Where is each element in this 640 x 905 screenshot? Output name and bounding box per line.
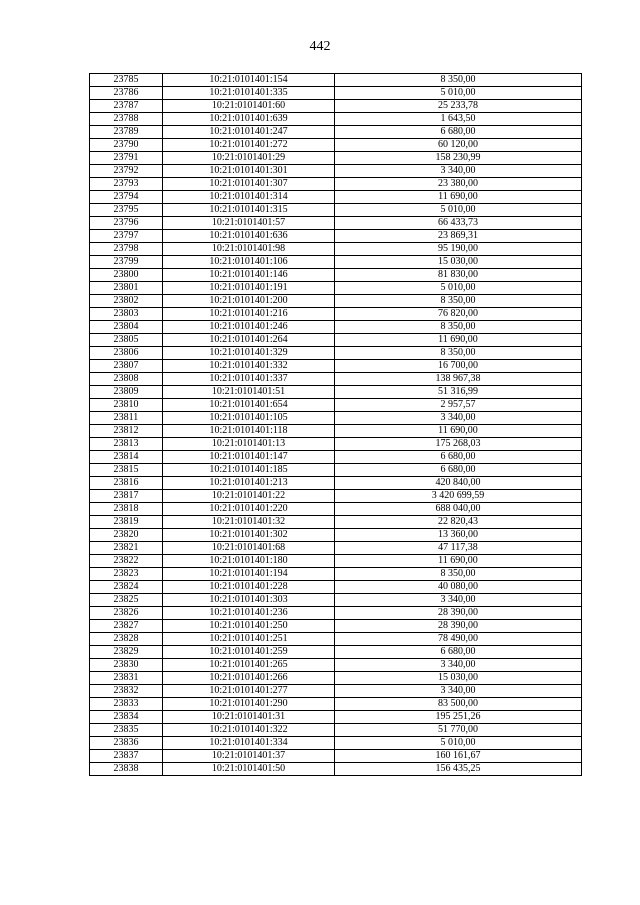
row-number-cell: 23836 [90, 737, 163, 750]
row-number-cell: 23789 [90, 126, 163, 139]
table-row [90, 74, 582, 87]
value-cell: 3 420 699,59 [335, 490, 582, 503]
row-number-cell: 23813 [90, 438, 163, 451]
cadastral-number-cell: 10:21:0101401:315 [163, 204, 335, 217]
row-number-cell: 23826 [90, 607, 163, 620]
row-number-cell: 23833 [90, 698, 163, 711]
table-row [90, 464, 582, 477]
value-cell: 15 030,00 [335, 256, 582, 269]
table-row [90, 334, 582, 347]
value-cell: 5 010,00 [335, 737, 582, 750]
table-row [90, 87, 582, 100]
cadastral-number-cell: 10:21:0101401:277 [163, 685, 335, 698]
cadastral-number-cell: 10:21:0101401:314 [163, 191, 335, 204]
row-number-cell: 23825 [90, 594, 163, 607]
cadastral-number-cell: 10:21:0101401:13 [163, 438, 335, 451]
cadastral-number-cell: 10:21:0101401:266 [163, 672, 335, 685]
table-row [90, 191, 582, 204]
value-cell: 28 390,00 [335, 620, 582, 633]
value-cell: 23 869,31 [335, 230, 582, 243]
table-row [90, 217, 582, 230]
row-number-cell: 23800 [90, 269, 163, 282]
value-cell: 158 230,99 [335, 152, 582, 165]
row-number-cell: 23835 [90, 724, 163, 737]
cadastral-number-cell: 10:21:0101401:259 [163, 646, 335, 659]
cadastral-number-cell: 10:21:0101401:290 [163, 698, 335, 711]
row-number-cell: 23807 [90, 360, 163, 373]
table-row [90, 347, 582, 360]
row-number-cell: 23821 [90, 542, 163, 555]
table-row [90, 295, 582, 308]
row-number-cell: 23827 [90, 620, 163, 633]
value-cell: 22 820,43 [335, 516, 582, 529]
table-row [90, 243, 582, 256]
table-row [90, 685, 582, 698]
row-number-cell: 23822 [90, 555, 163, 568]
cadastral-number-cell: 10:21:0101401:31 [163, 711, 335, 724]
row-number-cell: 23817 [90, 490, 163, 503]
table-row [90, 620, 582, 633]
cadastral-number-cell: 10:21:0101401:251 [163, 633, 335, 646]
table-row [90, 659, 582, 672]
row-number-cell: 23829 [90, 646, 163, 659]
cadastral-number-cell: 10:21:0101401:194 [163, 568, 335, 581]
cadastral-number-cell: 10:21:0101401:60 [163, 100, 335, 113]
table-row [90, 490, 582, 503]
row-number-cell: 23808 [90, 373, 163, 386]
value-cell: 15 030,00 [335, 672, 582, 685]
value-cell: 11 690,00 [335, 425, 582, 438]
table-row [90, 633, 582, 646]
row-number-cell: 23803 [90, 308, 163, 321]
value-cell: 11 690,00 [335, 191, 582, 204]
table-row [90, 282, 582, 295]
table-row [90, 308, 582, 321]
value-cell: 3 340,00 [335, 412, 582, 425]
value-cell: 160 161,67 [335, 750, 582, 763]
row-number-cell: 23793 [90, 178, 163, 191]
table-row [90, 503, 582, 516]
cadastral-number-cell: 10:21:0101401:32 [163, 516, 335, 529]
table-row [90, 399, 582, 412]
row-number-cell: 23832 [90, 685, 163, 698]
row-number-cell: 23816 [90, 477, 163, 490]
table-row [90, 412, 582, 425]
value-cell: 8 350,00 [335, 347, 582, 360]
table-row [90, 230, 582, 243]
row-number-cell: 23798 [90, 243, 163, 256]
cadastral-number-cell: 10:21:0101401:265 [163, 659, 335, 672]
row-number-cell: 23812 [90, 425, 163, 438]
cadastral-number-cell: 10:21:0101401:220 [163, 503, 335, 516]
table-row [90, 386, 582, 399]
cadastral-number-cell: 10:21:0101401:146 [163, 269, 335, 282]
value-cell: 5 010,00 [335, 87, 582, 100]
table-row [90, 438, 582, 451]
cadastral-number-cell: 10:21:0101401:200 [163, 295, 335, 308]
table-row [90, 568, 582, 581]
table-row [90, 373, 582, 386]
value-cell: 688 040,00 [335, 503, 582, 516]
cadastral-number-cell: 10:21:0101401:22 [163, 490, 335, 503]
cadastral-number-cell: 10:21:0101401:154 [163, 74, 335, 87]
value-cell: 138 967,38 [335, 373, 582, 386]
table-row [90, 698, 582, 711]
value-cell: 8 350,00 [335, 295, 582, 308]
table-row [90, 139, 582, 152]
cadastral-number-cell: 10:21:0101401:213 [163, 477, 335, 490]
cadastral-number-cell: 10:21:0101401:106 [163, 256, 335, 269]
table-row [90, 607, 582, 620]
cadastral-number-cell: 10:21:0101401:147 [163, 451, 335, 464]
row-number-cell: 23799 [90, 256, 163, 269]
row-number-cell: 23831 [90, 672, 163, 685]
row-number-cell: 23785 [90, 74, 163, 87]
row-number-cell: 23811 [90, 412, 163, 425]
row-number-cell: 23838 [90, 763, 163, 776]
row-number-cell: 23787 [90, 100, 163, 113]
value-cell: 3 340,00 [335, 165, 582, 178]
row-number-cell: 23802 [90, 295, 163, 308]
row-number-cell: 23834 [90, 711, 163, 724]
table-row [90, 555, 582, 568]
row-number-cell: 23804 [90, 321, 163, 334]
row-number-cell: 23806 [90, 347, 163, 360]
value-cell: 95 190,00 [335, 243, 582, 256]
cadastral-number-cell: 10:21:0101401:98 [163, 243, 335, 256]
table-row [90, 451, 582, 464]
value-cell: 195 251,26 [335, 711, 582, 724]
table-row [90, 529, 582, 542]
table-row [90, 256, 582, 269]
row-number-cell: 23797 [90, 230, 163, 243]
value-cell: 6 680,00 [335, 464, 582, 477]
value-cell: 3 340,00 [335, 685, 582, 698]
value-cell: 11 690,00 [335, 334, 582, 347]
table-row [90, 672, 582, 685]
cadastral-number-cell: 10:21:0101401:180 [163, 555, 335, 568]
table-row [90, 711, 582, 724]
cadastral-number-cell: 10:21:0101401:50 [163, 763, 335, 776]
value-cell: 76 820,00 [335, 308, 582, 321]
row-number-cell: 23786 [90, 87, 163, 100]
row-number-cell: 23788 [90, 113, 163, 126]
value-cell: 23 380,00 [335, 178, 582, 191]
value-cell: 78 490,00 [335, 633, 582, 646]
cadastral-number-cell: 10:21:0101401:236 [163, 607, 335, 620]
cadastral-number-cell: 10:21:0101401:639 [163, 113, 335, 126]
row-number-cell: 23809 [90, 386, 163, 399]
value-cell: 66 433,73 [335, 217, 582, 230]
table-row [90, 542, 582, 555]
value-cell: 51 316,99 [335, 386, 582, 399]
value-cell: 6 680,00 [335, 646, 582, 659]
page-number: 442 [309, 39, 331, 54]
value-cell: 13 360,00 [335, 529, 582, 542]
value-cell: 6 680,00 [335, 126, 582, 139]
cadastral-number-cell: 10:21:0101401:216 [163, 308, 335, 321]
row-number-cell: 23830 [90, 659, 163, 672]
table-row [90, 477, 582, 490]
row-number-cell: 23828 [90, 633, 163, 646]
cadastral-number-cell: 10:21:0101401:118 [163, 425, 335, 438]
cadastral-number-cell: 10:21:0101401:191 [163, 282, 335, 295]
table-row [90, 165, 582, 178]
table-row [90, 425, 582, 438]
cadastral-number-cell: 10:21:0101401:68 [163, 542, 335, 555]
cadastral-number-cell: 10:21:0101401:57 [163, 217, 335, 230]
value-cell: 2 957,57 [335, 399, 582, 412]
row-number-cell: 23818 [90, 503, 163, 516]
cadastral-number-cell: 10:21:0101401:307 [163, 178, 335, 191]
value-cell: 1 643,50 [335, 113, 582, 126]
row-number-cell: 23823 [90, 568, 163, 581]
row-number-cell: 23790 [90, 139, 163, 152]
row-number-cell: 23815 [90, 464, 163, 477]
row-number-cell: 23810 [90, 399, 163, 412]
value-cell: 51 770,00 [335, 724, 582, 737]
cadastral-number-cell: 10:21:0101401:29 [163, 152, 335, 165]
table-row [90, 360, 582, 373]
cadastral-number-cell: 10:21:0101401:105 [163, 412, 335, 425]
row-number-cell: 23796 [90, 217, 163, 230]
value-cell: 83 500,00 [335, 698, 582, 711]
table-row [90, 126, 582, 139]
cadastral-number-cell: 10:21:0101401:337 [163, 373, 335, 386]
cadastral-number-cell: 10:21:0101401:51 [163, 386, 335, 399]
row-number-cell: 23801 [90, 282, 163, 295]
table-row [90, 204, 582, 217]
row-number-cell: 23794 [90, 191, 163, 204]
table-row [90, 581, 582, 594]
table-body [90, 74, 582, 776]
cadastral-number-cell: 10:21:0101401:654 [163, 399, 335, 412]
row-number-cell: 23837 [90, 750, 163, 763]
cadastral-number-cell: 10:21:0101401:335 [163, 87, 335, 100]
cadastral-number-cell: 10:21:0101401:301 [163, 165, 335, 178]
table-row [90, 646, 582, 659]
table-row [90, 516, 582, 529]
value-cell: 60 120,00 [335, 139, 582, 152]
value-cell: 81 830,00 [335, 269, 582, 282]
cadastral-number-cell: 10:21:0101401:272 [163, 139, 335, 152]
table-row [90, 152, 582, 165]
row-number-cell: 23814 [90, 451, 163, 464]
cadastral-number-cell: 10:21:0101401:636 [163, 230, 335, 243]
cadastral-number-cell: 10:21:0101401:302 [163, 529, 335, 542]
cadastral-number-cell: 10:21:0101401:246 [163, 321, 335, 334]
value-cell: 40 080,00 [335, 581, 582, 594]
table-row [90, 750, 582, 763]
table-row [90, 594, 582, 607]
value-cell: 28 390,00 [335, 607, 582, 620]
value-cell: 3 340,00 [335, 659, 582, 672]
value-cell: 8 350,00 [335, 321, 582, 334]
value-cell: 11 690,00 [335, 555, 582, 568]
table-row [90, 724, 582, 737]
row-number-cell: 23824 [90, 581, 163, 594]
table-row [90, 178, 582, 191]
value-cell: 47 117,38 [335, 542, 582, 555]
value-cell: 8 350,00 [335, 568, 582, 581]
table-row [90, 321, 582, 334]
cadastral-number-cell: 10:21:0101401:264 [163, 334, 335, 347]
cadastral-number-cell: 10:21:0101401:334 [163, 737, 335, 750]
cadastral-number-cell: 10:21:0101401:228 [163, 581, 335, 594]
value-cell: 25 233,78 [335, 100, 582, 113]
table-row [90, 100, 582, 113]
cadastral-value-table [89, 73, 582, 776]
value-cell: 420 840,00 [335, 477, 582, 490]
cadastral-number-cell: 10:21:0101401:37 [163, 750, 335, 763]
cadastral-number-cell: 10:21:0101401:247 [163, 126, 335, 139]
table-row [90, 763, 582, 776]
cadastral-number-cell: 10:21:0101401:185 [163, 464, 335, 477]
cadastral-number-cell: 10:21:0101401:329 [163, 347, 335, 360]
table-row [90, 113, 582, 126]
value-cell: 6 680,00 [335, 451, 582, 464]
table-row [90, 737, 582, 750]
value-cell: 8 350,00 [335, 74, 582, 87]
row-number-cell: 23792 [90, 165, 163, 178]
row-number-cell: 23819 [90, 516, 163, 529]
cadastral-number-cell: 10:21:0101401:322 [163, 724, 335, 737]
value-cell: 5 010,00 [335, 282, 582, 295]
cadastral-number-cell: 10:21:0101401:250 [163, 620, 335, 633]
value-cell: 5 010,00 [335, 204, 582, 217]
row-number-cell: 23791 [90, 152, 163, 165]
cadastral-number-cell: 10:21:0101401:332 [163, 360, 335, 373]
cadastral-number-cell: 10:21:0101401:303 [163, 594, 335, 607]
value-cell: 175 268,03 [335, 438, 582, 451]
table-row [90, 269, 582, 282]
value-cell: 156 435,25 [335, 763, 582, 776]
row-number-cell: 23805 [90, 334, 163, 347]
row-number-cell: 23820 [90, 529, 163, 542]
value-cell: 3 340,00 [335, 594, 582, 607]
row-number-cell: 23795 [90, 204, 163, 217]
value-cell: 16 700,00 [335, 360, 582, 373]
